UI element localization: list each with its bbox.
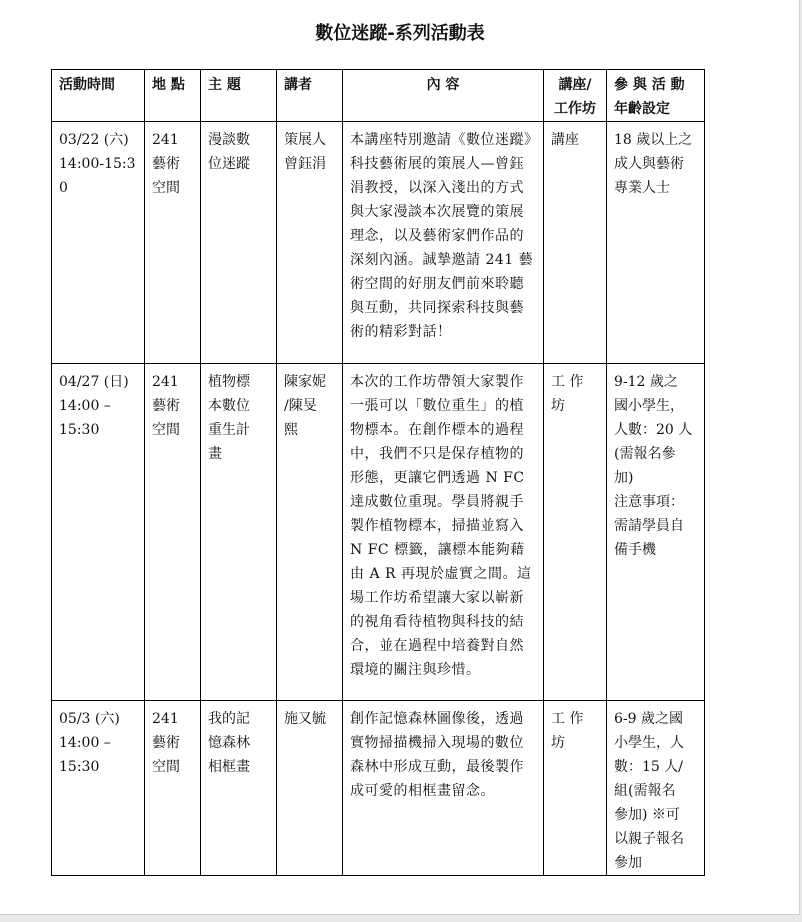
row-age: 18 歲以上之 成人與藝術 專業人士 — [607, 122, 705, 364]
header-age: 參 與 活 動 年齡設定 — [607, 70, 705, 122]
row-speaker: 陳家妮 /陳旻 熙 — [277, 364, 343, 701]
row-topic: 我的記 憶森林 相框畫 — [201, 701, 277, 876]
table-header-row — [52, 70, 705, 122]
row-type: 講座 — [544, 122, 607, 364]
row-content: 本次的工作坊帶領大家製作一張可以「數位重生」的植物標本。在創作標本的過程中，我們不只是保存植物的形態，更讓它們透過 N FC 達成數位重現。學員將親手製作植物標本，掃描並寫入 N FC 標籤，讓標本能夠藉由 A R 再現於虛實之間。這場工作坊希望讓大家以嶄新的視角看待植物與科技的結合，並在過程中培養對自然環境的關注與珍惜。 — [343, 364, 544, 701]
row-venue: 241 藝術 空間 — [145, 364, 201, 701]
row-topic: 漫談數 位迷蹤 — [201, 122, 277, 364]
header-time: 活動時間 — [52, 70, 145, 122]
row-type: 工 作 坊 — [544, 701, 607, 876]
activity-schedule-table — [51, 69, 705, 876]
header-content: 內 容 — [343, 70, 544, 122]
document-title: 數位迷蹤-系列活動表 — [315, 23, 485, 44]
table-row — [52, 364, 705, 701]
header-venue: 地 點 — [145, 70, 201, 122]
header-type: 講座/ 工作坊 — [544, 70, 607, 122]
row-age: 9-12 歲之 國小學生， 人數：20 人 (需報名參 加) 注意事項： 需請學員自 備手機 — [607, 364, 705, 701]
row-time: 04/27 (日) 14:00 – 15:30 — [52, 364, 145, 701]
row-venue: 241 藝術 空間 — [145, 701, 201, 876]
row-age: 6-9 歲之國 小學生，人 數：15 人/ 組(需報名 參加) ※可 以親子報名 參加 — [607, 701, 705, 876]
row-content: 本講座特別邀請《數位迷蹤》科技藝術展的策展人—曾鈺涓教授，以深入淺出的方式與大家漫談本次展覽的策展理念，以及藝術家們作品的深刻內涵。誠摯邀請 241 藝術空間的好朋友們前來聆聽與互動，共同探索科技與藝術的精彩對話！ — [343, 122, 544, 364]
row-time: 03/22 (六) 14:00-15:30 — [52, 122, 145, 364]
row-venue: 241 藝術 空間 — [145, 122, 201, 364]
row-type: 工 作 坊 — [544, 364, 607, 701]
header-topic: 主 題 — [201, 70, 277, 122]
row-time: 05/3 (六) 14:00 – 15:30 — [52, 701, 145, 876]
table-row — [52, 122, 705, 364]
header-speaker: 講者 — [277, 70, 343, 122]
table-row — [52, 701, 705, 876]
row-content: 創作記憶森林圖像後，透過實物掃描機掃入現場的數位森林中形成互動，最後製作成可愛的相框畫留念。 — [343, 701, 544, 876]
row-speaker: 施又毓 — [277, 701, 343, 876]
row-topic: 植物標 本數位 重生計 畫 — [201, 364, 277, 701]
row-speaker: 策展人 曾鈺涓 — [277, 122, 343, 364]
